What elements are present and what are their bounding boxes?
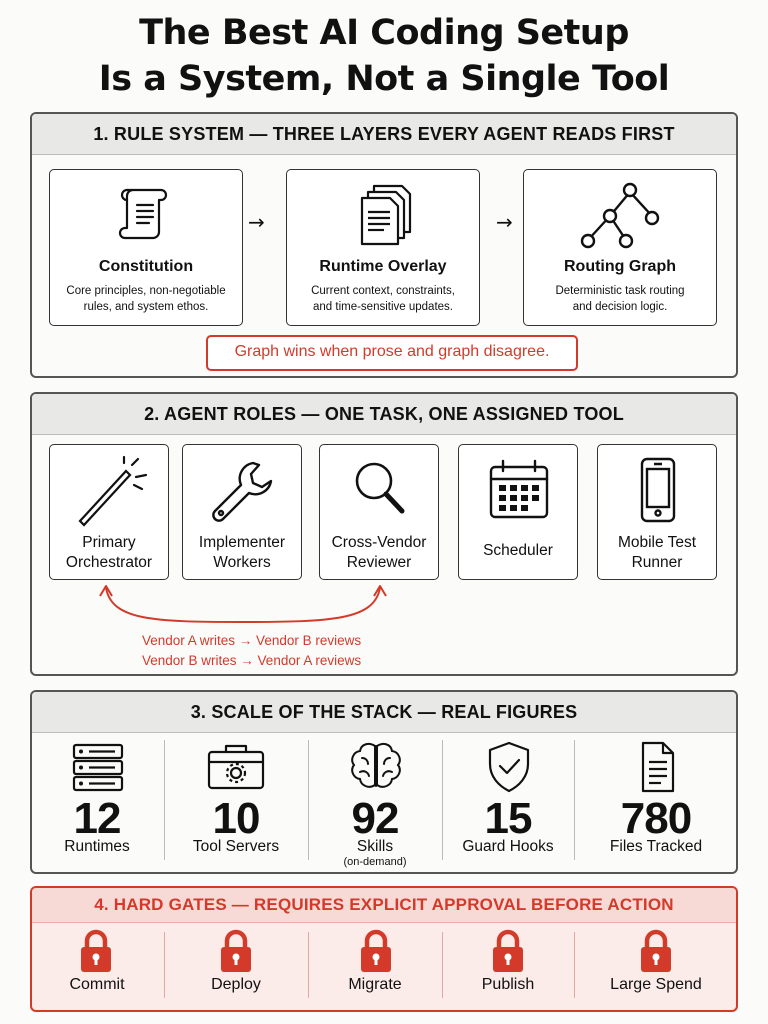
scale-panel <box>30 690 738 874</box>
stat-files-tracked-label: Files Tracked <box>609 838 703 855</box>
stat-skills-value: 92 <box>351 794 399 843</box>
server-rack-icon <box>71 742 125 794</box>
title-line-1: The Best AI Coding Setup <box>139 13 629 53</box>
routing-graph-title: Routing Graph <box>564 258 676 275</box>
calendar-icon <box>485 457 553 525</box>
constitution-desc: Core principles, non-negotiable rules, and system ethos. <box>66 285 226 313</box>
stat-guard-hooks-label: Guard Hooks <box>462 838 554 855</box>
stat-tool-servers <box>166 732 306 872</box>
routing-graph-card <box>523 169 717 326</box>
role-primary-orchestrator <box>49 444 169 580</box>
padlock-icon <box>78 928 114 974</box>
document-icon <box>638 740 678 794</box>
gate-publish <box>444 922 572 1002</box>
gate-commit-label: Commit <box>69 976 125 993</box>
shield-check-icon <box>486 740 532 794</box>
constitution-card <box>49 169 243 326</box>
routing-graph-desc: Deterministic task routing and decision logic. <box>555 285 685 313</box>
scroll-icon <box>113 180 179 246</box>
padlock-icon <box>490 928 526 974</box>
brain-icon <box>348 740 404 794</box>
padlock-icon <box>358 928 394 974</box>
stat-tool-servers-value: 10 <box>212 794 260 843</box>
stat-files-tracked <box>576 732 736 872</box>
gate-deploy <box>166 922 306 1002</box>
role-mobile-test-runner-label: Mobile Test Runner <box>617 534 697 571</box>
gate-deploy-label: Deploy <box>211 976 261 993</box>
padlock-icon <box>218 928 254 974</box>
role-mobile-test-runner <box>597 444 717 580</box>
stat-guard-hooks-value: 15 <box>484 794 532 843</box>
hard-gates-panel <box>30 886 738 1012</box>
agent-roles-panel <box>30 392 738 676</box>
flow-arrow-1: → <box>248 210 265 234</box>
constitution-title: Constitution <box>98 258 194 275</box>
review-note-1: Vendor A writes → Vendor B reviews <box>142 633 362 648</box>
magnifier-icon <box>344 453 416 525</box>
stat-divider <box>308 740 309 860</box>
role-scheduler-label: Scheduler <box>483 542 553 559</box>
flow-arrow-2: → <box>496 210 513 234</box>
graph-tree-icon <box>572 178 668 254</box>
gate-migrate <box>310 922 440 1002</box>
runtime-overlay-desc: Current context, constraints, and time-sensitive updates. <box>311 285 455 313</box>
stacked-documents-icon <box>350 178 420 248</box>
stat-divider <box>574 740 575 860</box>
role-cross-vendor-reviewer-label: Cross-Vendor Reviewer <box>331 534 427 571</box>
page-title <box>0 10 768 102</box>
stat-divider <box>164 740 165 860</box>
scale-header: 3. SCALE OF THE STACK — REAL FIGURES <box>32 692 736 733</box>
gate-divider <box>308 932 309 998</box>
stat-skills-label: Skills <box>356 838 394 855</box>
gate-commit <box>32 922 162 1002</box>
stat-runtimes <box>32 732 162 872</box>
stat-tool-servers-label: Tool Servers <box>192 838 280 855</box>
stat-files-tracked-value: 780 <box>620 794 692 843</box>
title-line-2: Is a System, Not a Single Tool <box>98 59 670 99</box>
runtime-overlay-card <box>286 169 480 326</box>
gate-large-spend-label: Large Spend <box>610 976 702 993</box>
stat-skills <box>310 732 440 872</box>
stat-skills-sublabel: (on-demand) <box>343 856 407 868</box>
stat-runtimes-label: Runtimes <box>64 838 130 855</box>
runtime-overlay-title: Runtime Overlay <box>319 258 447 275</box>
rule-system-panel <box>30 112 738 378</box>
stat-divider <box>442 740 443 860</box>
stat-guard-hooks <box>444 732 572 872</box>
wrench-icon <box>207 455 279 527</box>
gate-large-spend <box>576 922 736 1002</box>
padlock-icon <box>638 928 674 974</box>
role-implementer-workers-label: Implementer Workers <box>198 534 286 571</box>
rule-system-header: 1. RULE SYSTEM — THREE LAYERS EVERY AGENT READS FIRST <box>32 114 736 155</box>
agent-roles-header: 2. AGENT ROLES — ONE TASK, ONE ASSIGNED TOOL <box>32 394 736 435</box>
review-note-2: Vendor B writes → Vendor A reviews <box>142 653 362 668</box>
gate-divider <box>574 932 575 998</box>
gate-migrate-label: Migrate <box>348 976 402 993</box>
magic-wand-icon <box>72 455 150 529</box>
role-scheduler <box>458 444 578 580</box>
smartphone-icon <box>634 455 682 527</box>
gate-publish-label: Publish <box>481 976 535 993</box>
toolbox-icon <box>206 742 266 792</box>
role-implementer-workers <box>182 444 302 580</box>
gate-divider <box>442 932 443 998</box>
role-cross-vendor-reviewer <box>319 444 439 580</box>
review-arc-arrow <box>92 580 392 630</box>
role-primary-orchestrator-label: Primary Orchestrator <box>65 534 153 571</box>
gate-divider <box>164 932 165 998</box>
graph-precedence-note: Graph wins when prose and graph disagree. <box>206 335 578 371</box>
hard-gates-header: 4. HARD GATES — REQUIRES EXPLICIT APPROVAL BEFORE ACTION <box>32 888 736 923</box>
stat-runtimes-value: 12 <box>73 794 121 843</box>
